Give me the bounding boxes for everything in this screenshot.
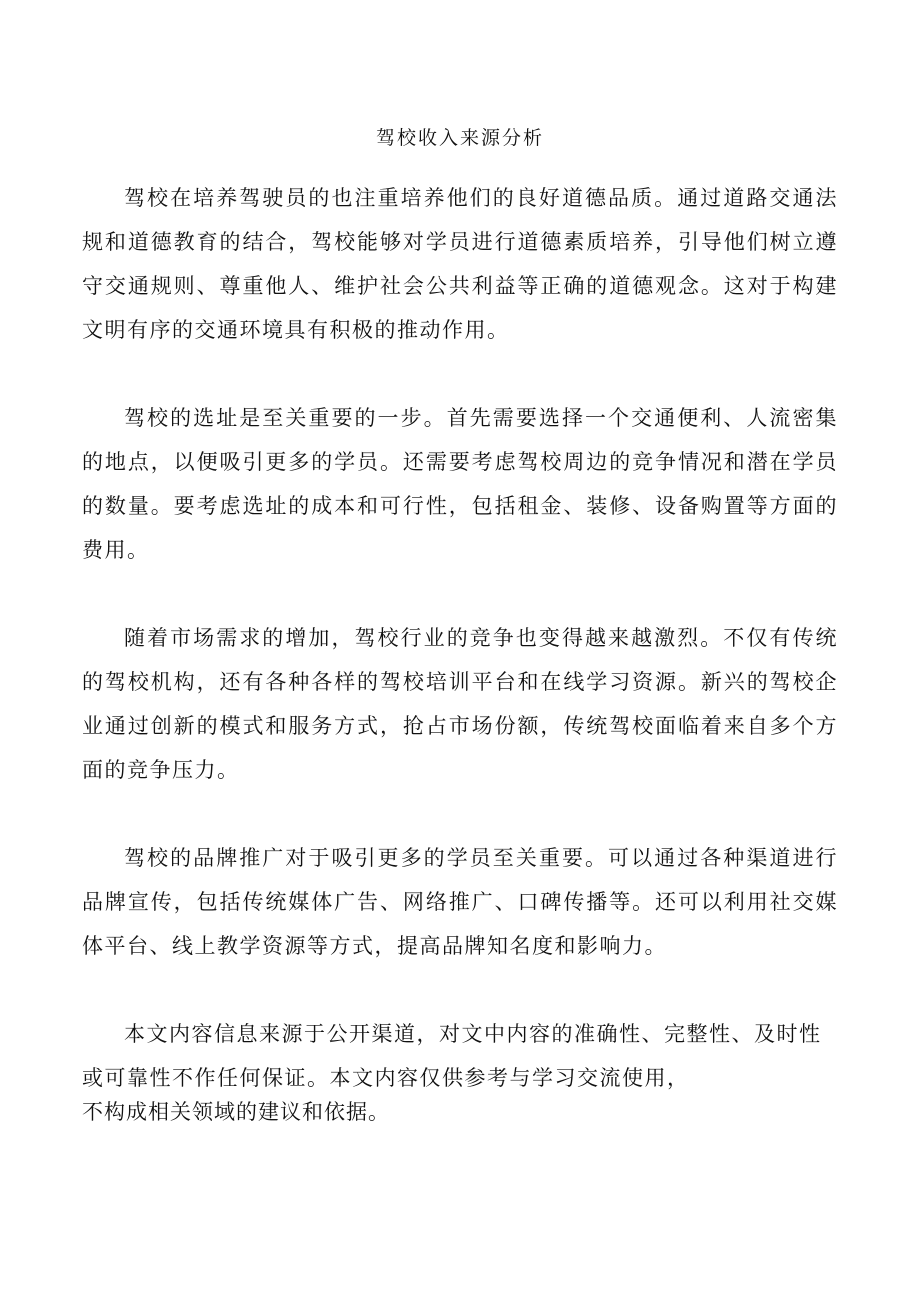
paragraph-4: 驾校的品牌推广对于吸引更多的学员至关重要。可以通过各种渠道进行品牌宣传，包括传统媒体广告、网络推广、口碑传播等。还可以利用社交媒体平台、线上教学资源等方式，提高品牌知名度和影响力。 — [82, 846, 838, 958]
disclaimer-text: 本文内容信息来源于公开渠道，对文中内容的准确性、完整性、及时性或可靠性不作任何保证。本文内容仅供参考与学习交流使用， — [82, 1022, 822, 1090]
document-body — [82, 176, 838, 1132]
paragraph-3: 随着市场需求的增加，驾校行业的竞争也变得越来越激烈。不仅有传统的驾校机构，还有各种各样的驾校培训平台和在线学习资源。新兴的驾校企业通过创新的模式和服务方式，抢占市场份额，传统驾校面临着来自多个方面的竞争压力。 — [82, 626, 838, 782]
paragraph-2: 驾校的选址是至关重要的一步。首先需要选择一个交通便利、人流密集的地点，以便吸引更多的学员。还需要考虑驾校周边的竞争情况和潜在学员的数量。要考虑选址的成本和可行性，包括租金、装修、设备购置等方面的费用。 — [82, 406, 838, 562]
document-title: 驾校收入来源分析 — [375, 127, 544, 149]
disclaimer-tail: 不构成相关领域的建议和依据。 — [82, 1100, 390, 1124]
paragraph-1: 驾校在培养驾驶员的也注重培养他们的良好道德品质。通过道路交通法规和道德教育的结合，驾校能够对学员进行道德素质培养，引导他们树立遵守交通规则、尊重他人、维护社会公共利益等正确的道德观念。这对于构建文明有序的交通环境具有积极的推动作用。 — [82, 186, 838, 342]
